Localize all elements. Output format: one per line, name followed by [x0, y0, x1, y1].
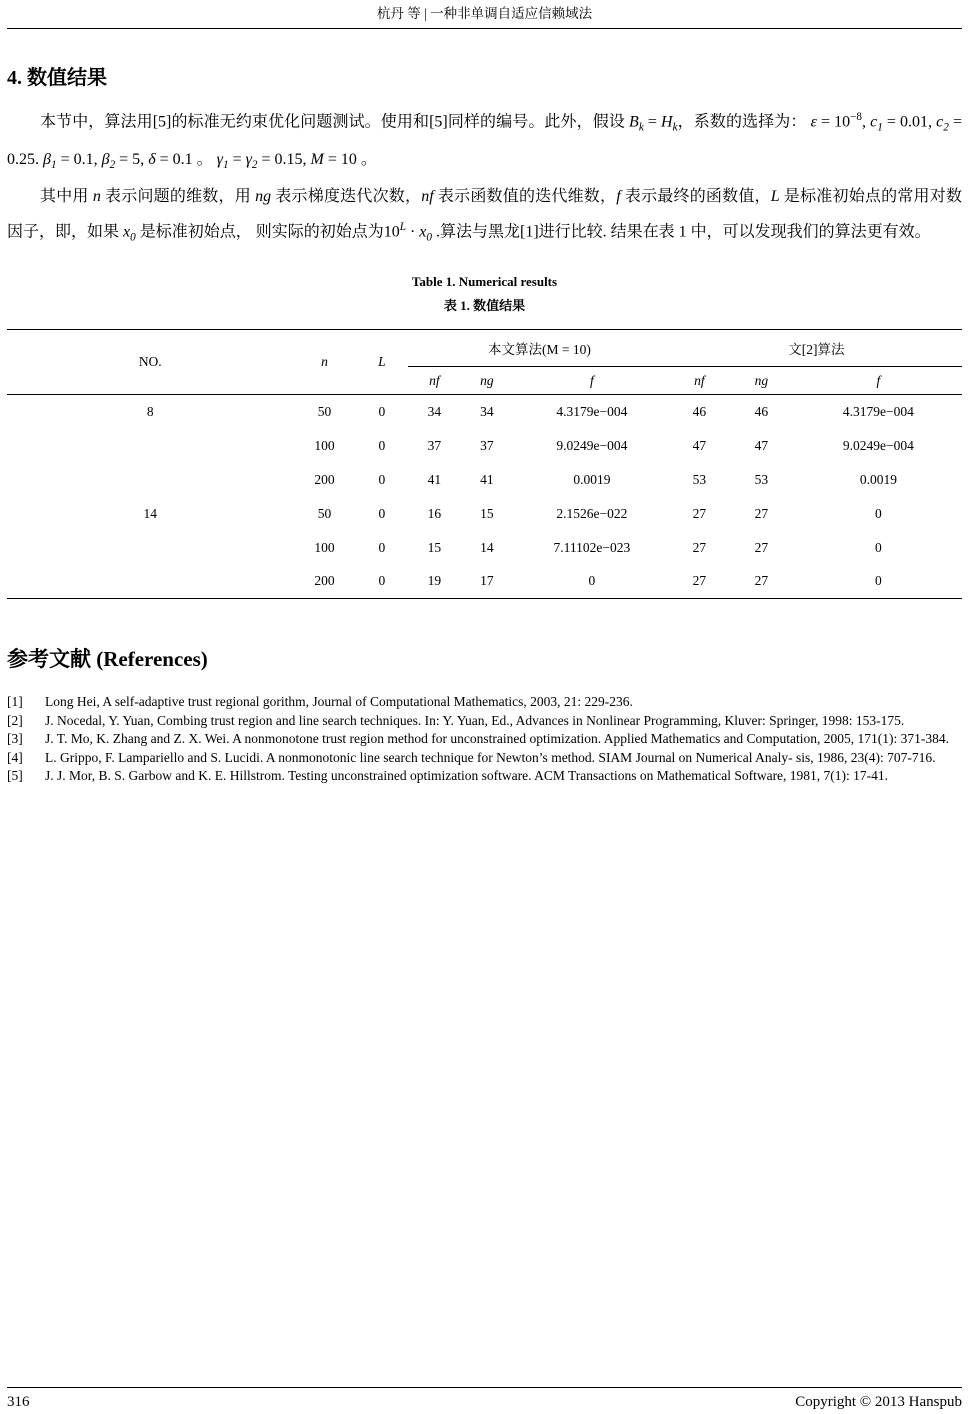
col-header-no: NO. [7, 330, 294, 395]
cell-no [7, 531, 294, 565]
cell-n: 200 [314, 471, 335, 487]
cell-f1: 4.3179e−004 [556, 403, 628, 419]
cell-no [7, 565, 294, 599]
cell-ng2: 46 [754, 403, 769, 419]
paragraph-1: 本节中，算法用[5]的标准无约束优化问题测试。使用和[5]同样的编号。此外，假设 $B_k = H_k$，系数的选择为： $\varepsilon = 10^{-8}$, $c_1 = 0.01$, $c_2 = 0.25$. $\beta_1 = 0.1$, $\beta_2 = 5$, δ = 0.1 。 $\gamma_1 = \gamma_2 = 0.15$, M = 10 。 [7, 111, 962, 171]
cell-nf2: 46 [692, 403, 707, 419]
col-header-ng-1: ng [461, 367, 514, 395]
cell-f1: 0.0019 [573, 471, 611, 487]
cell-ng1: 41 [480, 471, 494, 487]
cell-ng1: 17 [461, 565, 514, 599]
cell-n: 100 [314, 437, 335, 453]
cell-nf1: 19 [408, 565, 461, 599]
cell-nf2: 27 [671, 565, 728, 599]
table-caption-zh: 表 1. 数值结果 [443, 298, 526, 314]
cell-f2: 0.0019 [859, 471, 897, 487]
table-row [7, 395, 962, 429]
col-header-L: L [356, 330, 409, 395]
cell-ng2: 27 [754, 505, 769, 521]
cell-n: 200 [294, 565, 356, 599]
cell-L: 0 [378, 539, 386, 555]
cell-ng2: 27 [728, 565, 795, 599]
reference-text: Long Hei, A self-adaptive trust regional gorithm, Journal of Computational Mathematics, 2003, 21: 229-236. [45, 694, 633, 710]
results-table [7, 329, 962, 599]
cell-f2: 4.3179e−004 [842, 403, 914, 419]
col-header-n: n [294, 330, 356, 395]
cell-ng1: 14 [480, 539, 494, 555]
cell-nf1: 15 [427, 539, 442, 555]
reference-text: L. Grippo, F. Lampariello and S. Lucidi. A nonmonotonic line search technique for Newton’s method. SIAM Journal on Numerical Analy- sis, 1986, 23(4): 707-716. [45, 749, 936, 765]
cell-L: 0 [378, 505, 386, 521]
col-header-nf-1: nf [408, 367, 461, 395]
cell-L: 0 [378, 437, 386, 453]
reference-text: J. Nocedal, Y. Yuan, Combing trust region and line search techniques. In: Y. Yuan, Ed., Advances in Nonlinear Programming, Kluver: Springer, 1998: 153-175. [45, 712, 905, 728]
page-footer [7, 1387, 962, 1411]
cell-f1: 2.1526e−022 [556, 505, 628, 521]
cell-nf1: 41 [427, 471, 442, 487]
reference-item [7, 749, 962, 768]
body-text [7, 102, 962, 253]
reference-number: [2] [7, 712, 23, 728]
reference-item [7, 730, 962, 749]
reference-item [7, 712, 962, 731]
table-header-row-groups [7, 330, 962, 367]
reference-item [7, 767, 962, 786]
cell-ng2: 27 [754, 539, 769, 555]
cell-f1: 7.11102e−023 [553, 539, 631, 555]
paragraph-2: 其中用 n 表示问题的维数，用 ng 表示梯度迭代次数，nf 表示函数值的迭代维数，f 表示最终的函数值，L 是标准初始点的常用对数因子，即，如果 $x_0$ 是标准初始点， 则实际的初始点为$10^L \cdot x_0$ .算法与黑龙[1]进行比较. 结果在表 1 中，可以发现我们的算法更有效。 [7, 187, 962, 244]
col-header-nf-2: nf [671, 367, 728, 395]
reference-number: [1] [7, 694, 23, 710]
cell-L: 0 [356, 565, 409, 599]
cell-nf2: 53 [692, 471, 707, 487]
section-heading: 4. 数值结果 [7, 67, 107, 89]
table-row [7, 463, 962, 497]
cell-nf1: 16 [427, 505, 442, 521]
cell-nf2: 47 [692, 437, 707, 453]
cell-f2: 0 [875, 539, 882, 555]
cell-n: 100 [314, 539, 335, 555]
cell-nf2: 27 [692, 539, 707, 555]
table-row [7, 565, 962, 599]
reference-text: J. T. Mo, K. Zhang and Z. X. Wei. A nonmonotone trust region method for unconstrained optimization. Applied Mathematics and Computation, 2005, 171(1): 371-384. [45, 731, 950, 747]
copyright-notice: Copyright © 2013 Hanspub [795, 1394, 962, 1410]
cell-f2: 0 [875, 505, 882, 521]
cell-no: 8 [146, 403, 154, 419]
col-header-ng-2: ng [728, 367, 795, 395]
cell-n: 50 [317, 505, 332, 521]
cell-ng2: 53 [754, 471, 769, 487]
running-head [7, 0, 962, 29]
cell-no: 14 [143, 505, 157, 521]
cell-f2: 0 [795, 565, 962, 599]
table-row [7, 497, 962, 531]
reference-text: J. J. Mor, B. S. Garbow and K. E. Hillstrom. Testing unconstrained optimization software. ACM Transactions on Mathematical Software, 1981, 7(1): 17-41. [45, 768, 889, 784]
page-number: 316 [7, 1394, 30, 1410]
references-heading: 参考文献 (References) [7, 647, 208, 672]
cell-ng1: 15 [480, 505, 494, 521]
col-header-f-2: f [795, 367, 962, 395]
cell-no [7, 463, 294, 497]
cell-nf1: 37 [427, 437, 442, 453]
cell-nf1: 34 [427, 403, 442, 419]
cell-L: 0 [378, 471, 386, 487]
cell-f1: 0 [513, 565, 671, 599]
cell-ng1: 37 [480, 437, 494, 453]
table-row [7, 531, 962, 565]
table-caption-en: Table 1. Numerical results [411, 274, 558, 290]
running-head-title: 杭丹 等 | 一种非单调自适应信赖域法 [376, 6, 593, 21]
cell-ng1: 34 [480, 403, 494, 419]
cell-f2: 9.0249e−004 [842, 437, 914, 453]
table-row [7, 429, 962, 463]
col-header-f-1: f [513, 367, 671, 395]
cell-f1: 9.0249e−004 [556, 437, 628, 453]
cell-no [7, 429, 294, 463]
cell-ng2: 47 [754, 437, 769, 453]
cell-nf2: 27 [692, 505, 707, 521]
reference-number: [4] [7, 749, 23, 765]
cell-L: 0 [378, 403, 386, 419]
reference-number: [3] [7, 731, 23, 747]
group-header-this-paper: 本文算法(M = 10) [408, 330, 671, 367]
references-list [7, 693, 962, 786]
reference-number: [5] [7, 768, 23, 784]
cell-n: 50 [317, 403, 332, 419]
group-header-ref2-method: 文[2]算法 [671, 330, 962, 367]
reference-item [7, 693, 962, 712]
